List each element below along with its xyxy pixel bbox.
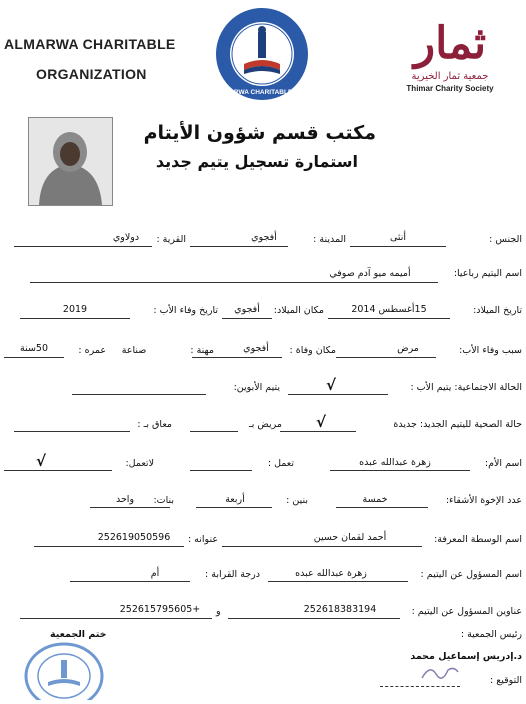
mediator-value: أحمد لقمان حسين [313,532,387,543]
president-label: رئيس الجمعية : [460,629,522,640]
health-status-label: حالة الصحية لليتيم الجديد: جديدة [393,419,522,430]
relation-label: درجة القرابة : [205,569,260,580]
thimar-logo [380,18,520,108]
signature-label: التوقيع : [490,675,522,686]
father-cause-label: سبب وفاء الأب: [459,345,522,356]
thimar-logo-mark: ثمار [413,18,487,69]
father-job-label: مهنة : [190,345,214,356]
health-disabled-label: معاق بـ : [137,419,172,430]
father-age-value: 50سنة [19,343,48,354]
dob-label: تاريخ الميلاد: [473,305,522,316]
mediator-line [222,546,422,547]
guardian-phone2-line [20,618,212,619]
guardian-phone1-value: 252618383194 [303,604,377,615]
address-line [34,546,184,547]
guardian-phone2-value: +252615795605 [119,604,201,615]
relation-line [70,581,190,582]
org-name-en-line2: ORGANIZATION [36,66,147,82]
father-age-line [4,357,64,358]
thimar-name-ar: جمعية ثمار الخيرية [411,71,489,82]
father-place-value: أفجوي [243,343,269,354]
orphan-name-line [30,282,438,283]
gender-line [350,246,446,247]
daughters-label: بنات: [153,495,174,506]
pob-value: أفجوي [234,304,260,315]
mother-name-label: اسم الأم: [484,458,522,469]
father-death-date-line [20,318,130,319]
health-good-line [280,431,356,432]
sons-label: بنين : [286,495,308,506]
sons-value: أربعة [225,494,245,505]
orphan-photo [28,117,113,206]
village-line [14,246,152,247]
orphan-name-label: اسم اليتيم رباعيا: [453,268,522,279]
orphan-name-value: أميمه ميو آدم صوفي [329,268,411,279]
page-title: مكتب قسم شؤون الأيتام [143,122,376,144]
dob-line [328,318,450,319]
city-value: أفجوي [251,232,277,243]
guardian-phone1-line [228,618,400,619]
guardian-address-label: عناوين المسؤول عن اليتيم : [411,606,522,617]
village-label: القرية : [156,234,186,245]
address-value: 252619050596 [97,532,171,543]
social-status-label: الحالة الاجتماعية: يتيم الأب : [410,382,522,393]
gender-label: الجنس : [489,234,522,245]
works-label: تعمل : [267,458,294,469]
and-label: و [216,606,221,617]
org-name-en-line1: ALMARWA CHARITABLE [4,36,176,52]
father-death-date-label: تاريخ وفاء الأب : [153,305,218,316]
orphan-both-label: يتيم الأبوين: [233,382,280,393]
handwritten-signature [420,660,460,684]
daughters-line [90,507,170,508]
guardian-label: اسم المسؤول عن اليتيم : [420,569,522,580]
thimar-name-en: Thimar Charity Society [406,84,494,93]
president-name: د.إدريس إسماعيل محمد [410,651,522,662]
guardian-value: زهرة عبدالله عبده [295,568,367,579]
page-subtitle: استمارة تسجيل يتيم جديد [155,152,358,171]
address-label: عنوانه : [187,534,218,545]
health-sick-label: مريض بـ [248,419,282,430]
stamp-label: ختم الجمعية [50,629,107,640]
health-sick-line [190,431,238,432]
village-value: دولاوي [112,232,140,243]
not-work-check: √ [36,452,47,470]
father-cause-line [336,357,436,358]
stamp-seal-logo [24,642,104,700]
not-work-label: لاتعمل: [125,458,154,469]
relation-value: أم [150,568,160,579]
orphan-both-line [72,394,206,395]
not-work-line [4,470,112,471]
father-death-date-value: 2019 [62,304,88,315]
pob-label: مكان الميلاد: [273,305,324,316]
guardian-line [268,581,408,582]
social-father-check: √ [326,376,337,394]
mother-name-line [330,470,470,471]
seal-text: ALMARWA CHARITABLE ORG [215,89,309,96]
sons-line [196,507,272,508]
mediator-label: اسم الوسطة المعرفة: [434,534,522,545]
pob-line [222,318,272,319]
father-job-value: صناعة [121,345,147,356]
social-father-line [288,394,388,395]
signature-line [380,686,460,687]
mother-name-value: زهرة عبدالله عبده [359,457,431,468]
father-place-line [192,357,282,358]
siblings-label: عدد الإخوة الأشقاء: [445,495,522,506]
gender-value: أنثى [389,232,407,243]
daughters-value: واحد [115,494,135,505]
city-line [190,246,288,247]
city-label: المدينة : [313,234,346,245]
health-good-check: √ [316,413,327,431]
siblings-line [336,507,428,508]
works-line [190,470,252,471]
siblings-value: خمسة [362,494,388,505]
dob-value: 15أغسطس 2014 [351,304,427,315]
father-cause-value: مرض [397,343,419,354]
father-place-label: مكان وفاة : [289,345,336,356]
health-disabled-line [14,431,130,432]
almarwa-seal-logo [214,6,310,102]
father-age-label: عمره : [78,345,106,356]
